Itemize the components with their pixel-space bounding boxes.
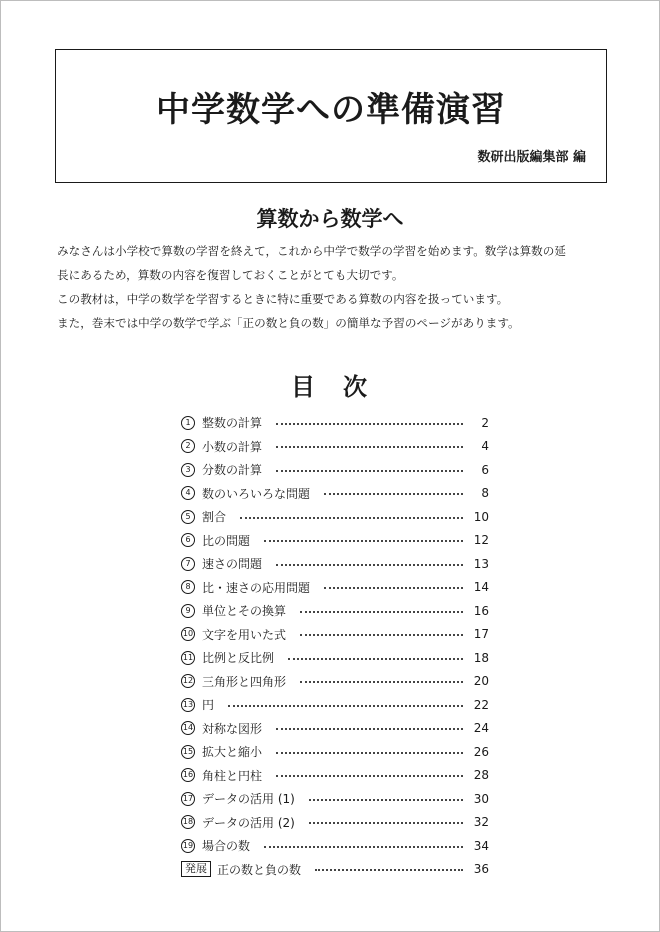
toc-entry: [181, 623, 489, 647]
dot-leader: [276, 470, 463, 472]
chapter-title: 数のいろいろな問題: [202, 486, 311, 501]
chapter-number: 13: [181, 698, 195, 712]
toc-entry: [181, 740, 489, 764]
chapter-number: 14: [181, 721, 195, 735]
page-number: 28: [473, 768, 489, 783]
dot-leader: [228, 705, 463, 707]
chapter-number: 3: [181, 463, 195, 477]
page-number: 14: [473, 580, 489, 595]
page-number: 12: [473, 533, 489, 548]
intro-line: 長にあるため，算数の内容を復習しておくことがとても大切です。: [57, 268, 404, 282]
dot-leader: [309, 822, 463, 824]
dot-leader: [264, 846, 463, 848]
intro-line: また，巻末では中学の数学で学ぶ「正の数と負の数」の簡単な予習のページがあります。: [57, 316, 520, 330]
toc-entry: [181, 670, 489, 694]
page-number: 20: [473, 674, 489, 689]
chapter-number: 2: [181, 439, 195, 453]
page-number: 10: [473, 509, 489, 524]
page-number: 6: [481, 462, 489, 477]
chapter-title: 割合: [202, 510, 227, 525]
dot-leader: [300, 611, 463, 613]
chapter-number: 19: [181, 839, 195, 853]
page-number: 32: [473, 815, 489, 830]
dot-leader: [240, 517, 463, 519]
page-number: 22: [473, 697, 489, 712]
dot-leader: [300, 634, 463, 636]
toc-entry: [181, 458, 489, 482]
chapter-title: 角柱と円柱: [202, 768, 263, 783]
dot-leader: [276, 775, 463, 777]
title-box: [55, 49, 607, 183]
toc-entry: [181, 764, 489, 788]
page-number: 4: [481, 439, 489, 454]
intro-line: みなさんは小学校で算数の学習を終えて，これから中学で数学の学習を始めます。数学は算数の延: [57, 244, 566, 258]
page-number: 17: [473, 627, 489, 642]
chapter-title: 三角形と四角形: [202, 674, 287, 689]
page-number: 30: [473, 791, 489, 806]
dot-leader: [276, 564, 463, 566]
page-number: 8: [481, 486, 489, 501]
toc-heading: 目 次: [291, 373, 369, 401]
toc-entry: [181, 411, 489, 435]
chapter-title: 単位とその換算: [202, 604, 287, 619]
table-of-contents: [181, 411, 489, 881]
chapter-number: 10: [181, 627, 195, 641]
page-number: 2: [481, 415, 489, 430]
toc-entry: [181, 646, 489, 670]
toc-entry: [181, 717, 489, 741]
dot-leader: [288, 658, 463, 660]
chapter-number: 7: [181, 557, 195, 571]
page-number: 36: [473, 862, 489, 877]
toc-entry: [181, 811, 489, 835]
dot-leader: [324, 493, 463, 495]
chapter-number: 1: [181, 416, 195, 430]
dot-leader: [315, 869, 463, 871]
toc-entry: [181, 435, 489, 459]
page-number: 24: [473, 721, 489, 736]
chapter-title: 正の数と負の数: [217, 862, 302, 877]
chapter-title: データの活用 (2): [202, 815, 295, 830]
toc-entry: [181, 693, 489, 717]
document-title: 中学数学への準備演習: [156, 90, 506, 130]
page-number: 16: [473, 603, 489, 618]
chapter-title: 比・速さの応用問題: [202, 580, 311, 595]
chapter-number: 17: [181, 792, 195, 806]
dot-leader: [324, 587, 463, 589]
toc-entry: [181, 576, 489, 600]
page-number: 34: [473, 838, 489, 853]
toc-entry: [181, 599, 489, 623]
toc-entry: [181, 552, 489, 576]
chapter-title: 拡大と縮小: [202, 745, 263, 760]
chapter-number: 9: [181, 604, 195, 618]
chapter-title: 対称な図形: [202, 721, 263, 736]
toc-entry: [181, 482, 489, 506]
toc-entry-advanced: [181, 858, 489, 882]
chapter-number: 12: [181, 674, 195, 688]
chapter-title: 円: [202, 698, 215, 713]
chapter-title: 小数の計算: [202, 439, 263, 454]
chapter-number: 11: [181, 651, 195, 665]
toc-entry: [181, 834, 489, 858]
chapter-number: 5: [181, 510, 195, 524]
toc-entry: [181, 787, 489, 811]
dot-leader: [300, 681, 463, 683]
dot-leader: [276, 446, 463, 448]
toc-entry: [181, 505, 489, 529]
editor-credit: 数研出版編集部 編: [477, 150, 586, 165]
chapter-number: 16: [181, 768, 195, 782]
dot-leader: [276, 728, 463, 730]
section-subtitle: 算数から数学へ: [256, 207, 404, 231]
chapter-number: 18: [181, 815, 195, 829]
page-number: 18: [473, 650, 489, 665]
intro-paragraph: [57, 239, 617, 335]
chapter-title: 整数の計算: [202, 416, 263, 431]
toc-entry: [181, 529, 489, 553]
chapter-title: 速さの問題: [202, 557, 263, 572]
page-number: 26: [473, 744, 489, 759]
dot-leader: [309, 799, 463, 801]
dot-leader: [276, 423, 463, 425]
chapter-number: 4: [181, 486, 195, 500]
chapter-number: 6: [181, 533, 195, 547]
chapter-title: データの活用 (1): [202, 792, 295, 807]
chapter-title: 文字を用いた式: [202, 627, 287, 642]
intro-line: この教材は，中学の数学を学習するときに特に重要である算数の内容を扱っています。: [57, 292, 509, 306]
chapter-number: 15: [181, 745, 195, 759]
dot-leader: [264, 540, 463, 542]
advanced-badge: 発展: [181, 861, 211, 877]
chapter-title: 場合の数: [202, 839, 251, 854]
chapter-title: 比の問題: [202, 533, 251, 548]
page-number: 13: [473, 556, 489, 571]
dot-leader: [276, 752, 463, 754]
chapter-number: 8: [181, 580, 195, 594]
chapter-title: 比例と反比例: [202, 651, 275, 666]
chapter-title: 分数の計算: [202, 463, 263, 478]
